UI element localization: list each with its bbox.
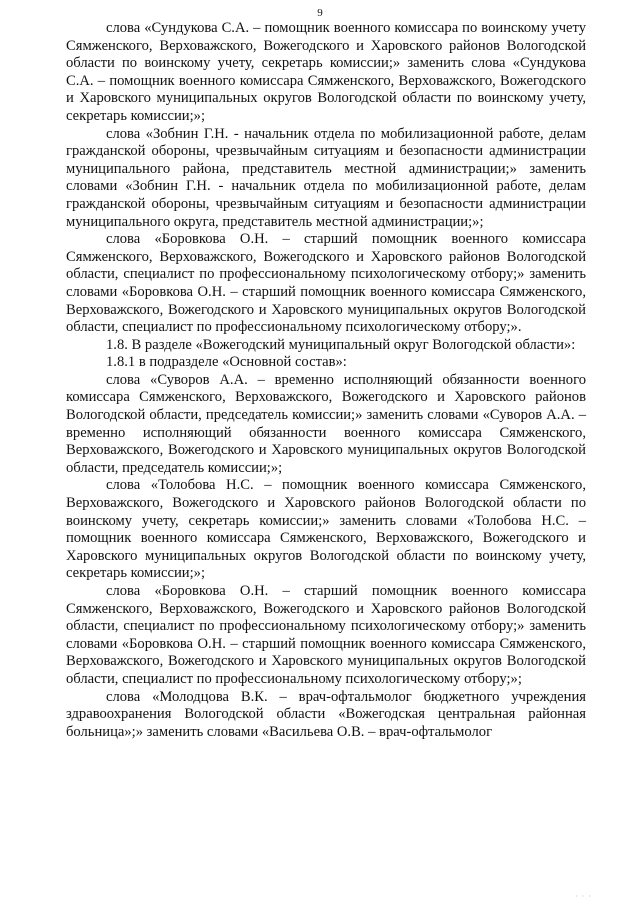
paragraph-subsection-1-8-1: 1.8.1 в подразделе «Основной состав»: [106,354,347,371]
paragraph-borovkova-2: слова «Боровкова О.Н. – старший помощник военного комиссара Сямженского, Верховажского, Вожегодского и Харовского районов Вологодской области, специалист по профессиональному психологическому отбору;» заменить словами «Боровкова О.Н. – старший помощник военного комиссара Сямженского, Верховажского, Вожегодского и Харовского муниципальных округов Вологодской области, специалист по профессиональному психологическому отбору;»; [66,583,586,687]
paragraph-sundukova: слова «Сундукова С.А. – помощник военного комиссара по воинскому учету Сямженского, Верховажского, Вожегодского и Харовского районов Вологодской области по воинскому учету, секретарь комиссии;» заменить слова «Сундукова С.А. – помощник военного комиссара Сямженского, Верховажского, Вожегодского и Харовского муниципальных округов Вологодской области по воинскому учету, секретарь комиссии;»; [66,20,586,124]
paragraph-section-1-8: 1.8. В разделе «Вожегодский муниципальный округ Вологодской области»: [106,336,576,353]
paragraph-molodtsova: слова «Молодцова В.К. – врач-офтальмолог бюджетного учреждения здравоохранения Вологодской области «Вожегодская центральная районная больница»;» заменить словами «Васильева О.В. – врач-офтальмолог [66,688,586,740]
page-number: 9 [317,7,323,19]
paragraph-tolobova: слова «Толобова Н.С. – помощник военного комиссара Сямженского, Верховажского, Вожегодского и Харовского районов Вологодской области по воинскому учету, секретарь комиссии;» заменить словами «Толобова Н.С. – помощник военного комиссара Сямженского, Верховажского, Вожегодского и Харовского муниципальных округов Вологодской области по воинскому учету, секретарь комиссии;»; [66,477,586,582]
paragraph-zobnin: слова «Зобнин Г.Н. - начальник отдела по мобилизационной работе, делам гражданской обороны, чрезвычайным ситуациям и безопасности администрации муниципального района, представитель местной администрации;» заменить словами «Зобнин Г.Н. - начальник отдела по мобилизационной работе, делам гражданской обороны, чрезвычайным ситуациям и безопасности администрации муниципального округа, представитель местной администрации;»; [66,125,586,230]
document-body [66,20,586,741]
paragraph-suvorov: слова «Суворов А.А. – временно исполняющий обязанности военного комиссара Сямженского, Верховажского, Вожегодского и Харовского районов Вологодской области, председатель комиссии;» заменить словами «Суворов А.А. – временно исполняющий обязанности военного комиссара Сямженского, Верховажского, Вожегодского и Харовского муниципальных округов Вологодской области, председатель комиссии;»; [66,371,586,476]
paragraph-borovkova-1: слова «Боровкова О.Н. – старший помощник военного комиссара Сямженского, Верховажского, Вожегодского и Харовского районов Вологодской области, специалист по профессиональному психологическому отбору;» заменить словами «Боровкова О.Н. – старший помощник военного комиссара Сямженского, Верховажского, Вожегодского и Харовского муниципальных округов Вологодской области, специалист по профессиональному психологическому отбору;». [66,231,586,336]
scan-artifact-mark: · · · [575,892,592,901]
